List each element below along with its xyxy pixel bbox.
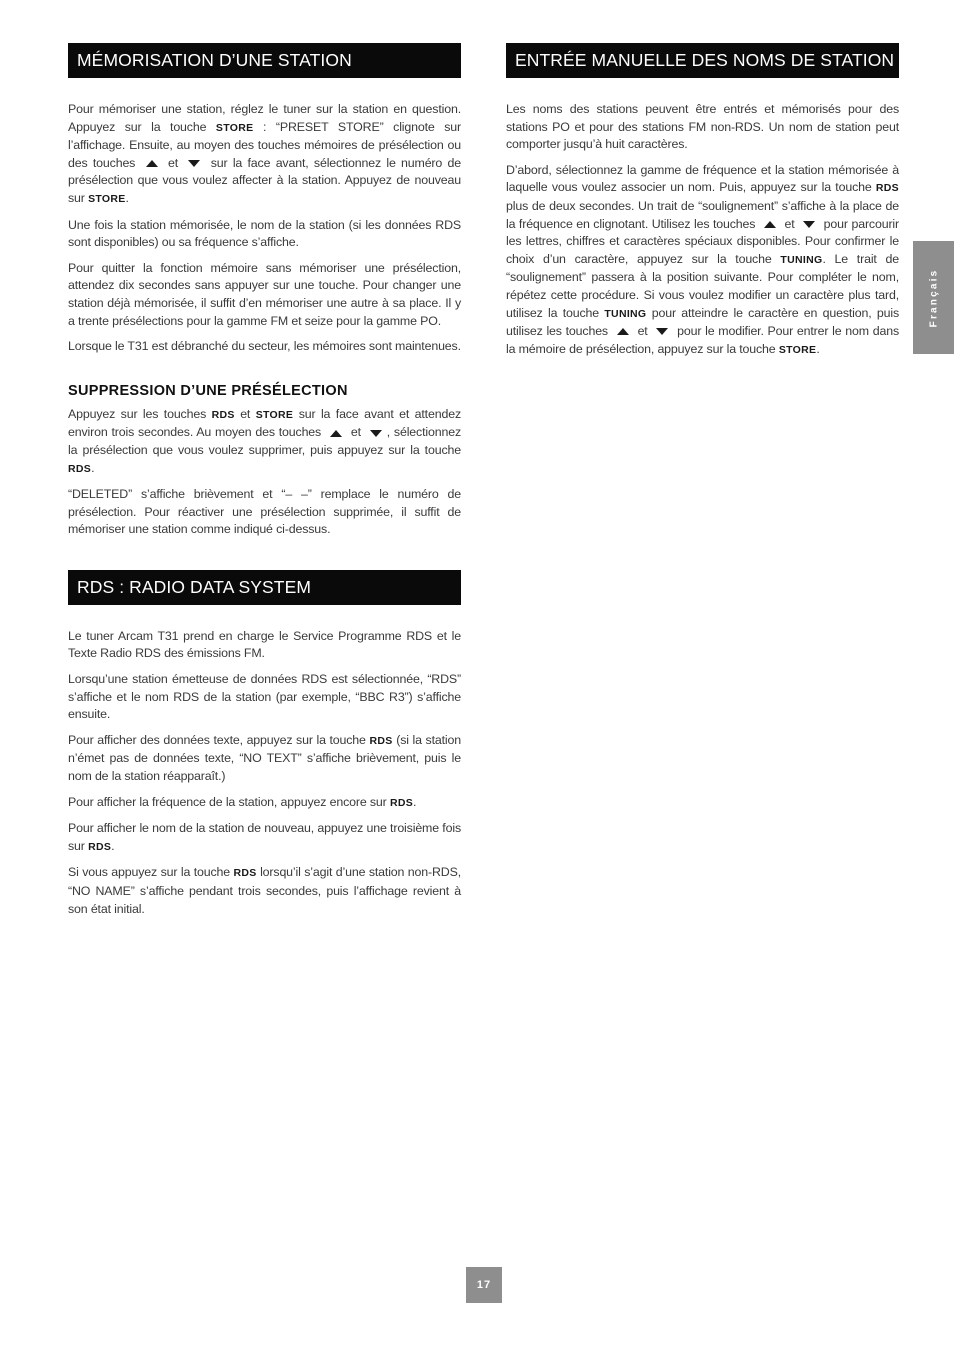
rds-key: RDS [233, 867, 257, 880]
paragraph: “DELETED” s’affiche brièvement et “– –” remplace le numéro de présélection. Pour réactiver une présélection supprimée, il suffit de mémoriser une station comme indiqué ci-dessus. [68, 487, 461, 537]
right-column [506, 43, 899, 367]
page-number: 17 [466, 1267, 502, 1303]
paragraph: D’abord, sélectionnez la gamme de fréquence et la station mémorisée à laquelle vous voulez associer un nom. Puis, appuyez sur la touche RDS plus de deux secondes. Un trait de “soulignement” s’affiche à la place de la fréquence en clignotant. Utilisez les touches et pour parcourir les lettres, chiffres et caractères spéciaux disponibles. Pour confirmer le choix d’un caractère, appuyez sur la touche TUNING. Le trait de “soulignement” passera à la position suivante. Pour compléter le nom, répétez cette procédure. Si vous voulez modifier un caractère plus tard, utilisez la touche TUNING pour atteindre le caractère en question, puis utilisez les touches et pour le modifier. Pour entrer le nom dans la mémoire de présélection, appuyez sur la touche STORE. [506, 162, 900, 356]
paragraph: Pour afficher des données texte, appuyez sur la touche RDS (si la station n’émet pas de données texte, “NO TEXT” s’affiche brièvement, puis le nom de la station réapparaît.) [68, 732, 461, 784]
tuning-key: TUNING [780, 253, 823, 266]
paragraph: Les noms des stations peuvent être entrés et mémorisés pour des stations PO et pour des stations FM non-RDS. Un nom de station peut comporter jusqu’à huit caractères. [506, 102, 899, 152]
triangle-down-icon [188, 160, 200, 167]
paragraph: Lorsque le T31 est débranché du secteur, les mémoires sont maintenues. [68, 339, 461, 354]
language-tab-label: Français [928, 268, 939, 327]
rds-key: RDS [88, 840, 112, 853]
store-key: STORE [215, 121, 254, 134]
triangle-up-icon [764, 221, 776, 228]
paragraph: Pour quitter la fonction mémoire sans mémoriser une présélection, attendez dix secondes sans appuyer sur une touche. Pour changer une station déjà mémorisée, il suffit d’en mémoriser une autre à sa place. Il y a trente présélections pour la gamme FM et seize pour la gamme PO. [68, 260, 461, 328]
rds-key: RDS [369, 734, 393, 747]
store-key: STORE [88, 192, 126, 205]
left-column [68, 43, 461, 926]
section-title-entree-manuelle: ENTRÉE MANUELLE DES NOMS DE STATION [506, 43, 899, 78]
paragraph: Le tuner Arcam T31 prend en charge le Service Programme RDS et le Texte Radio RDS des émissions FM. [68, 628, 461, 661]
tuning-key: TUNING [604, 307, 647, 320]
triangle-up-icon [146, 160, 158, 167]
triangle-up-icon [330, 430, 342, 437]
paragraph: Pour mémoriser une station, réglez le tuner sur la station en question. Appuyez sur la touche STORE : “PRESET STORE” clignote sur l’affichage. Ensuite, au moyen des touches mémoires de présélection ou des touches et sur la face avant, sélectionnez le numéro de présélection que vous voulez affecter à la station. Appuyez de nouveau sur STORE. [68, 102, 462, 205]
paragraph: Pour afficher la fréquence de la station, appuyez encore sur RDS. [68, 794, 417, 809]
store-key: STORE [778, 343, 817, 356]
triangle-up-icon [617, 328, 629, 335]
store-key: STORE [255, 408, 294, 421]
paragraph: Si vous appuyez sur la touche RDS lorsqu’il s’agit d’une station non-RDS, “NO NAME” s’affiche pendant trois secondes, puis l’affichage revient à son état initial. [68, 865, 461, 916]
rds-key: RDS [68, 462, 92, 475]
rds-key: RDS [389, 796, 414, 809]
paragraph: Appuyez sur les touches RDS et STORE sur la face avant et attendez environ trois secondes. Au moyen des touches et , sélectionnez la présélection que vous voulez supprimer, puis appuyez sur la touche RDS. [68, 406, 461, 475]
section-title-rds: RDS : RADIO DATA SYSTEM [68, 570, 461, 605]
triangle-down-icon [803, 221, 815, 228]
paragraph: Pour afficher le nom de la station de nouveau, appuyez une troisième fois sur RDS. [68, 821, 461, 853]
rds-key: RDS [211, 408, 235, 421]
paragraph: Lorsqu’une station émetteuse de données RDS est sélectionnée, “RDS” s’affiche et le nom RDS de la station (par exemple, “BBC R3”) s’affiche ensuite. [68, 672, 461, 722]
rds-key: RDS [875, 182, 899, 195]
language-tab [913, 241, 954, 354]
triangle-down-icon [656, 328, 668, 335]
section-title-memorisation: MÉMORISATION D’UNE STATION [68, 43, 461, 78]
paragraph: Une fois la station mémorisée, le nom de la station (si les données RDS sont disponibles) ou sa fréquence s’affiche. [68, 217, 461, 250]
triangle-down-icon [370, 430, 382, 437]
subsection-title-suppression: SUPPRESSION D’UNE PRÉSÉLECTION [68, 382, 348, 399]
